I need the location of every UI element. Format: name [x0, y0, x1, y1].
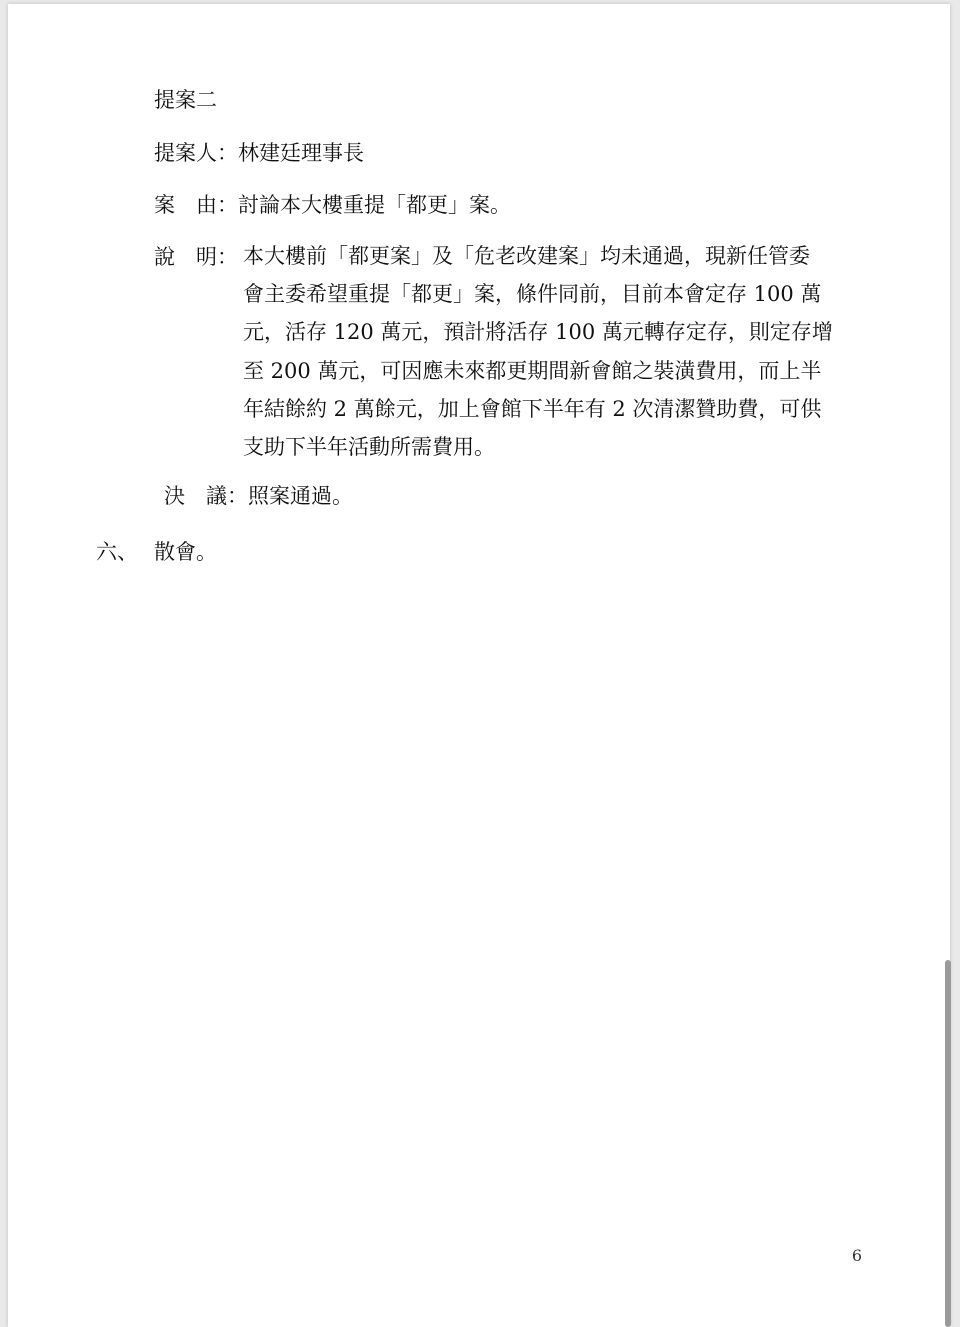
adjourn-number: 六、 [96, 540, 138, 564]
explanation-line: 本大樓前「都更案」及「危老改建案」均未通過，現新任管委 [243, 244, 810, 268]
explanation-line: 支助下半年活動所需費用。 [243, 434, 495, 459]
explanation-line: 年結餘約 2 萬餘元，加上會館下半年有 2 次清潔贊助費，可供 [243, 396, 822, 421]
document-page [8, 4, 950, 1327]
resolution-text: 照案通過。 [248, 484, 353, 508]
explanation-label: 說 明： [154, 245, 238, 269]
subject-line [154, 193, 511, 217]
vertical-scrollbar[interactable] [945, 960, 951, 1327]
proposer-line: 提案人：林建廷理事長 [154, 141, 364, 165]
resolution-line [164, 484, 353, 508]
subject-text: 討論本大樓重提「都更」案。 [238, 193, 511, 217]
subject-label: 案 由： [154, 193, 238, 217]
proposal-heading: 提案二 [154, 88, 217, 112]
explanation-line: 會主委希望重提「都更」案，條件同前，目前本會定存 100 萬 [243, 282, 822, 307]
page-number: 6 [851, 1246, 862, 1265]
explanation-line: 至 200 萬元，可因應未來都更期間新會館之裝潢費用，而上半 [243, 358, 822, 383]
resolution-label: 決 議： [164, 484, 248, 508]
explanation-text [243, 237, 863, 466]
explanation-line: 元，活存 120 萬元，預計將活存 100 萬元轉存定存，則定存增 [243, 320, 833, 345]
adjourn-text: 散會。 [154, 540, 217, 564]
